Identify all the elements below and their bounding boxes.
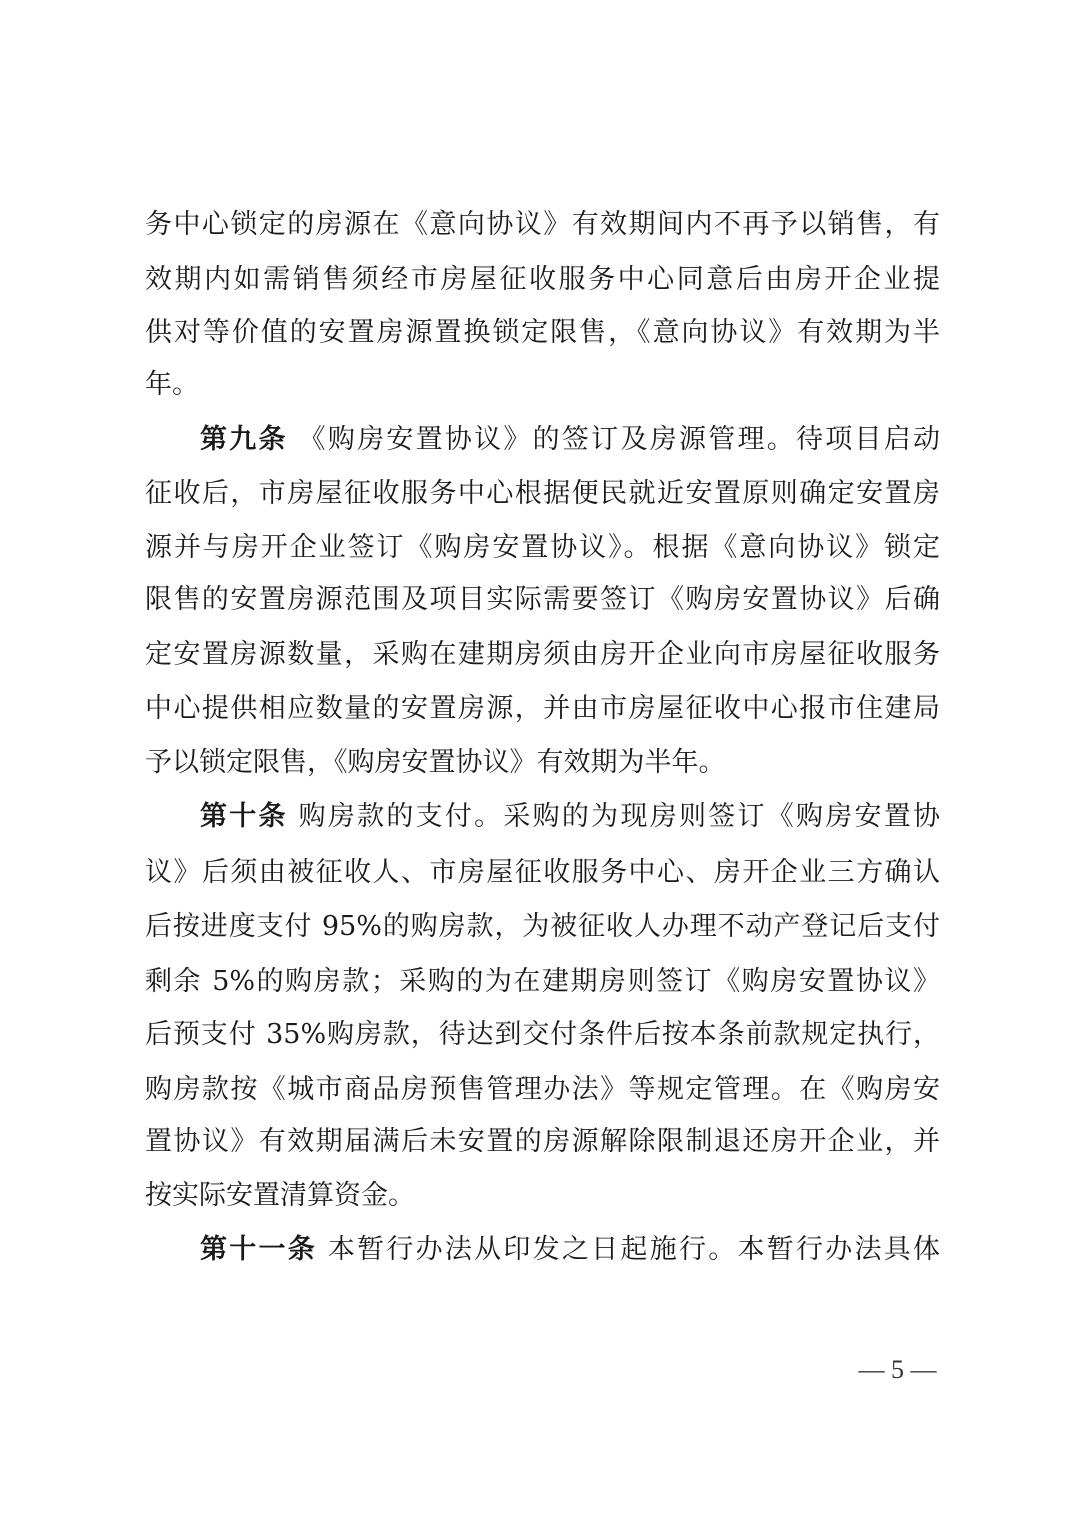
text-line: 源并与房开企业签订《购房安置协议》。根据《意向协议》锁定	[145, 532, 940, 563]
text-line: 后按进度支付 95%的购房款，为被征收人办理不动产登记后支付	[145, 911, 940, 942]
text-line: 效期内如需销售须经市房屋征收服务中心同意后由房开企业提	[145, 264, 940, 295]
text-line: 务中心锁定的房源在《意向协议》有效期间内不再予以销售，有	[145, 209, 940, 240]
article-heading: 第十一条	[200, 1234, 318, 1265]
text-line: 中心提供相应数量的安置房源，并由市房屋征收中心报市住建局	[145, 693, 940, 724]
page-number: — 5 —	[858, 1355, 937, 1384]
text-run: 《购房安置协议》的签订及房源管理。待项目启动	[287, 424, 941, 455]
text-line: 定安置房源数量，采购在建期房须由房开企业向市房屋征收服务	[145, 639, 940, 670]
article-11-first-line	[200, 1230, 940, 1270]
text-run: 购房款的支付。采购的为现房则签订《购房安置协	[287, 801, 941, 832]
text-line: 购房款按《城市商品房预售管理办法》等规定管理。在《购房安	[145, 1074, 940, 1105]
text-line: 按实际安置清算资金。	[145, 1180, 415, 1211]
text-line: 后预支付 35%购房款，待达到交付条件后按本条前款规定执行，	[145, 1019, 940, 1050]
text-line: 剩余 5%的购房款；采购的为在建期房则签订《购房安置协议》	[145, 966, 940, 997]
text-line: 征收后，市房屋征收服务中心根据便民就近安置原则确定安置房	[145, 478, 940, 509]
text-run: 本暂行办法从印发之日起施行。本暂行办法具体	[317, 1234, 940, 1265]
text-line: 供对等价值的安置房源置换锁定限售，《意向协议》有效期为半	[145, 317, 940, 348]
text-line: 予以锁定限售，《购房安置协议》有效期为半年。	[145, 747, 726, 778]
article-10-first-line	[200, 797, 940, 837]
article-heading: 第十条	[200, 801, 288, 832]
article-9-first-line	[200, 420, 940, 460]
text-line: 年。	[145, 369, 199, 400]
article-heading: 第九条	[200, 424, 288, 455]
text-line: 议》后须由被征收人、市房屋征收服务中心、房开企业三方确认	[145, 857, 940, 888]
text-line: 限售的安置房源范围及项目实际需要签订《购房安置协议》后确	[145, 584, 940, 615]
text-line: 置协议》有效期届满后未安置的房源解除限制退还房开企业，并	[145, 1126, 940, 1157]
